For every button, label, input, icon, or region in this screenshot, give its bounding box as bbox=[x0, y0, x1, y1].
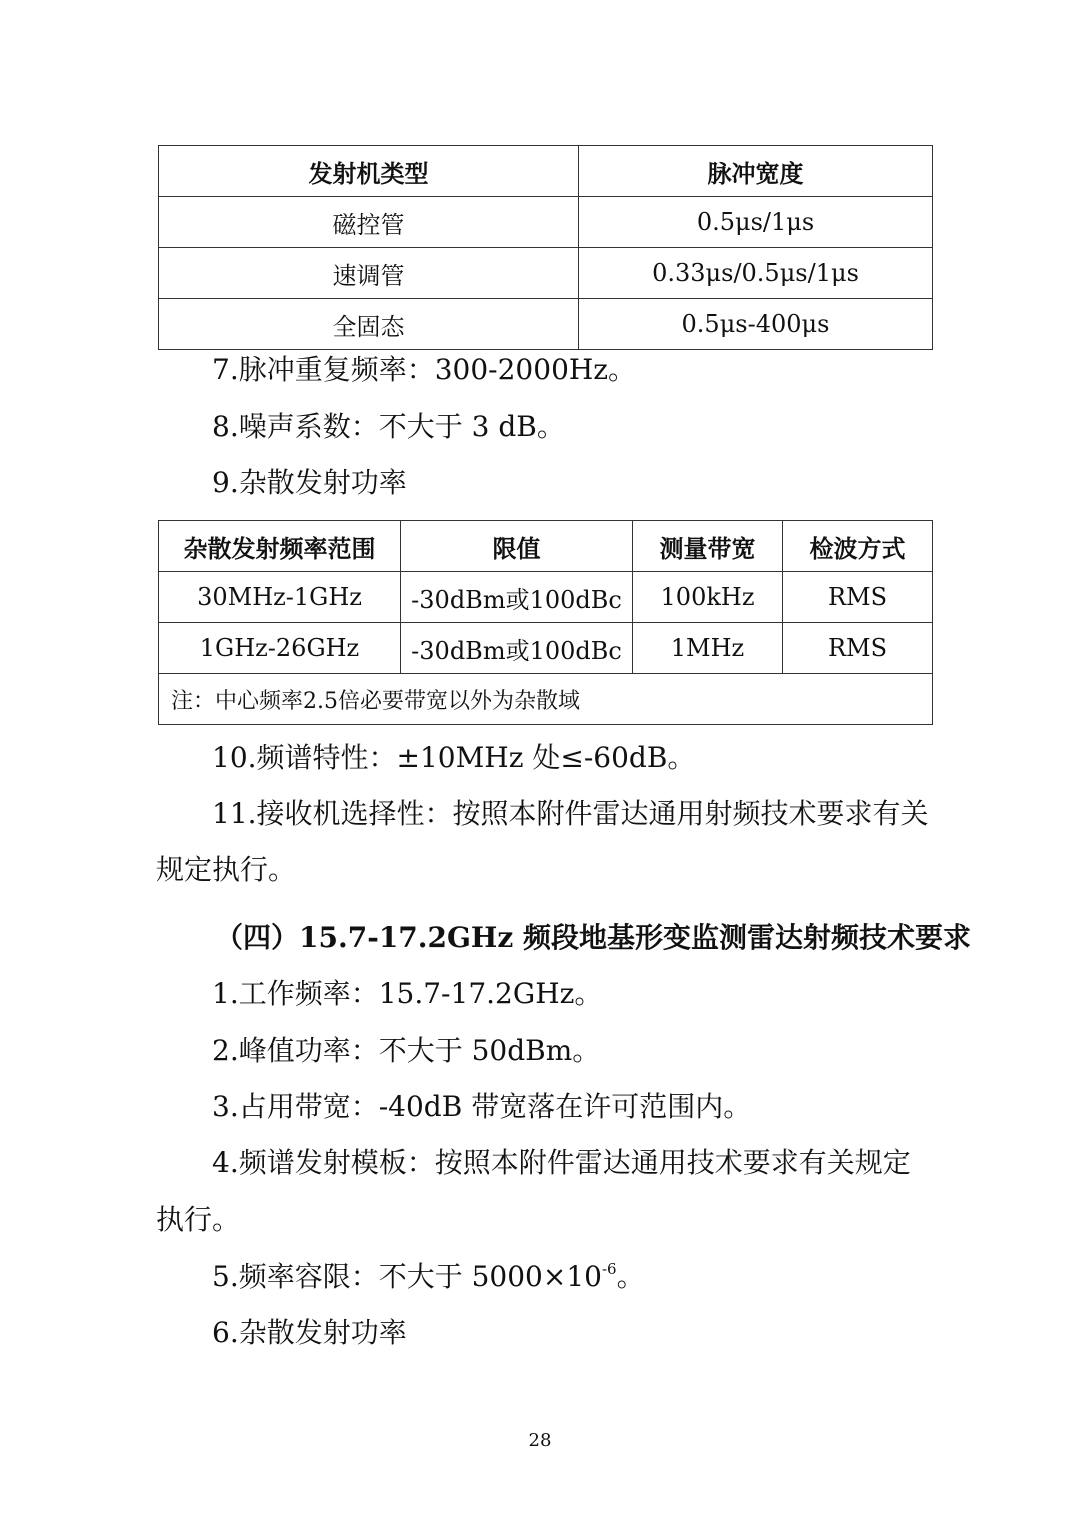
table-cell: 1MHz bbox=[633, 623, 783, 674]
table-note: 注：中心频率2.5倍必要带宽以外为杂散域 bbox=[159, 674, 933, 725]
table-cell: 1GHz-26GHz bbox=[159, 623, 401, 674]
section-heading: （四）15.7-17.2GHz 频段地基形变监测雷达射频技术要求 bbox=[215, 921, 972, 954]
table-cell: -30dBm或100dBc bbox=[401, 572, 633, 623]
table-header-row bbox=[159, 146, 933, 197]
header-limit: 限值 bbox=[401, 521, 633, 572]
table-row bbox=[159, 623, 933, 674]
item-spectrum-characteristic: 10.频谱特性：±10MHz 处≤-60dB。 bbox=[212, 741, 696, 774]
header-measurement-bandwidth: 测量带宽 bbox=[633, 521, 783, 572]
table-row bbox=[159, 248, 933, 299]
tolerance-text: 5.频率容限：不大于 5000×10 bbox=[212, 1260, 602, 1293]
table-cell: 磁控管 bbox=[159, 197, 579, 248]
table-cell: RMS bbox=[783, 623, 933, 674]
item-emission-mask-cont: 执行。 bbox=[156, 1203, 241, 1236]
header-transmitter-type: 发射机类型 bbox=[159, 146, 579, 197]
table-cell: 0.5μs-400μs bbox=[579, 299, 933, 350]
item-emission-mask: 4.频谱发射模板：按照本附件雷达通用技术要求有关规定 bbox=[212, 1146, 911, 1179]
header-pulse-width: 脉冲宽度 bbox=[579, 146, 933, 197]
item-noise-figure: 8.噪声系数：不大于 3 dB。 bbox=[212, 410, 565, 443]
spurious-emission-table bbox=[158, 520, 933, 725]
table-note-row bbox=[159, 674, 933, 725]
tolerance-end: 。 bbox=[616, 1260, 645, 1293]
item-prf: 7.脉冲重复频率：300-2000Hz。 bbox=[212, 353, 637, 386]
tolerance-exponent: -6 bbox=[601, 1260, 617, 1278]
table-cell: 30MHz-1GHz bbox=[159, 572, 401, 623]
table-cell: -30dBm或100dBc bbox=[401, 623, 633, 674]
item-receiver-selectivity-cont: 规定执行。 bbox=[156, 853, 297, 886]
pulse-width-table bbox=[158, 145, 933, 350]
header-frequency-range: 杂散发射频率范围 bbox=[159, 521, 401, 572]
item-operating-frequency: 1.工作频率：15.7-17.2GHz。 bbox=[212, 977, 603, 1010]
table-cell: RMS bbox=[783, 572, 933, 623]
table-cell: 100kHz bbox=[633, 572, 783, 623]
table-cell: 速调管 bbox=[159, 248, 579, 299]
item-frequency-tolerance bbox=[212, 1257, 645, 1297]
item-occupied-bandwidth: 3.占用带宽：-40dB 带宽落在许可范围内。 bbox=[212, 1090, 752, 1123]
table-header-row bbox=[159, 521, 933, 572]
table-cell: 全固态 bbox=[159, 299, 579, 350]
table-row bbox=[159, 572, 933, 623]
table-cell: 0.5μs/1μs bbox=[579, 197, 933, 248]
header-detection-mode: 检波方式 bbox=[783, 521, 933, 572]
item-peak-power: 2.峰值功率：不大于 50dBm。 bbox=[212, 1034, 601, 1067]
item-spurious-emission-2: 6.杂散发射功率 bbox=[212, 1316, 407, 1349]
page-number: 28 bbox=[528, 1430, 552, 1451]
table-row bbox=[159, 299, 933, 350]
table-cell: 0.33μs/0.5μs/1μs bbox=[579, 248, 933, 299]
table-row bbox=[159, 197, 933, 248]
item-spurious-emission: 9.杂散发射功率 bbox=[212, 466, 407, 499]
item-receiver-selectivity: 11.接收机选择性：按照本附件雷达通用射频技术要求有关 bbox=[212, 797, 929, 830]
